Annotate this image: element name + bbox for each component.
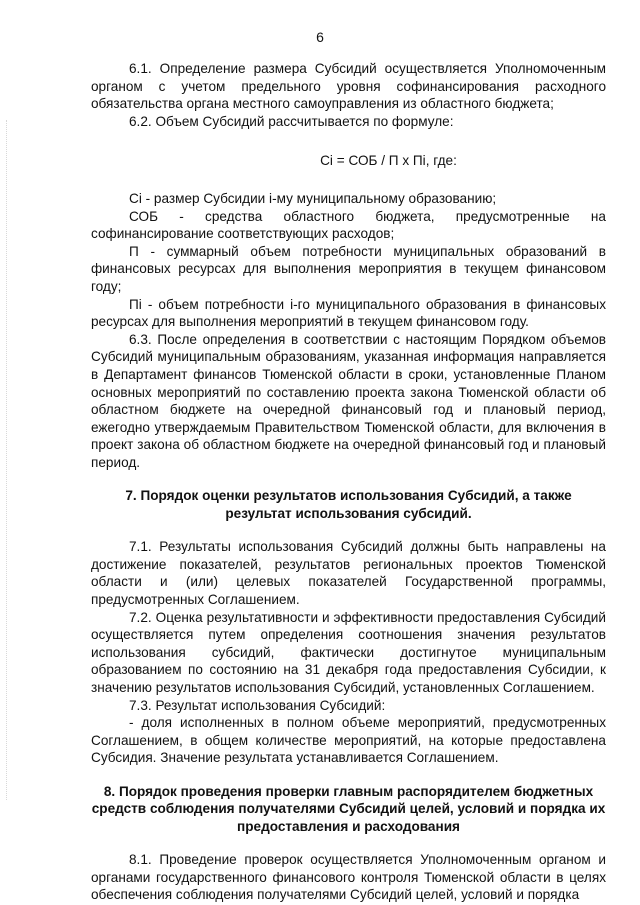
paragraph-6-3: 6.3. После определения в соответствии с настоящим Порядком объемов Субсидий муниципальным образованиям, указанная информация направляется в Департамент финансов Тюменской области в сроки, установленные Планом основных мероприятий по составлению проекта закона Тюменской области об областном бюджете на очередной финансовый год и плановый период, ежегодно утверждаемым Правительством Тюменской области, для включения в проект закона об областном бюджете на очередной финансовый год и плановый период. bbox=[91, 331, 606, 470]
page-margin-dots bbox=[6, 120, 10, 800]
page-number: 6 bbox=[316, 29, 324, 45]
section-8-heading: 8. Порядок проведения проверки главным распорядителем бюджетных средств соблюдения получателями Субсидий целей, условий и порядка их предоставления и расходования bbox=[91, 784, 606, 834]
document-body bbox=[91, 60, 606, 904]
definition-sob: СОБ - средства областного бюджета, предусмотренные на софинансирование соответствующих расходов; bbox=[91, 208, 606, 242]
paragraph-7-3: 7.3. Результат использования Субсидий: bbox=[129, 697, 386, 713]
definition-ci: Ci - размер Субсидии i-му муниципальному образованию; bbox=[129, 190, 497, 206]
definition-pi: Пi - объем потребности i-го муниципального образования в финансовых ресурсах для выполнения мероприятий в текущем финансовом году. bbox=[91, 296, 606, 330]
paragraph-6-2: 6.2. Объем Субсидий рассчитывается по формуле: bbox=[129, 113, 454, 129]
formula: Ci = СОБ / П x Пi, где: bbox=[320, 153, 457, 169]
paragraph-6-1: 6.1. Определение размера Субсидий осуществляется Уполномоченным органом с учетом предельного уровня софинансирования расходного обязательства органа местного самоуправления из областного бюджета; bbox=[91, 61, 606, 112]
paragraph-7-2: 7.2. Оценка результативности и эффективности предоставления Субсидий осуществляется путем определения соотношения значения результатов использования субсидий, фактически достигнутое муниципальным образованием по состоянию на 31 декабря года предоставления Субсидии, к значению результатов использования Субсидий, установленных Соглашением. bbox=[91, 609, 606, 696]
section-7-heading: 7. Порядок оценки результатов использования Субсидий, а также результат использования субсидий. bbox=[125, 488, 572, 521]
paragraph-8-1: 8.1. Проведение проверок осуществляется Уполномоченным органом и органами государственного финансового контроля Тюменской области в целях обеспечения соблюдения получателями Субсидий целей, условий и порядка bbox=[91, 852, 606, 903]
definition-p: П - суммарный объем потребности муниципальных образований в финансовых ресурсах для выполнения мероприятия в текущем финансовом году; bbox=[91, 243, 606, 294]
paragraph-7-1: 7.1. Результаты использования Субсидий должны быть направлены на достижение показателей, результатов региональных проектов Тюменской области и (или) целевых показателей Государственной программы, предусмотренных Соглашением. bbox=[91, 539, 606, 608]
paragraph-7-3-item: - доля исполненных в полном объеме мероприятий, предусмотренных Соглашением, в общем количестве мероприятий, на которые предоставлена Субсидия. Значение результата устанавливается Соглашением. bbox=[91, 715, 606, 766]
